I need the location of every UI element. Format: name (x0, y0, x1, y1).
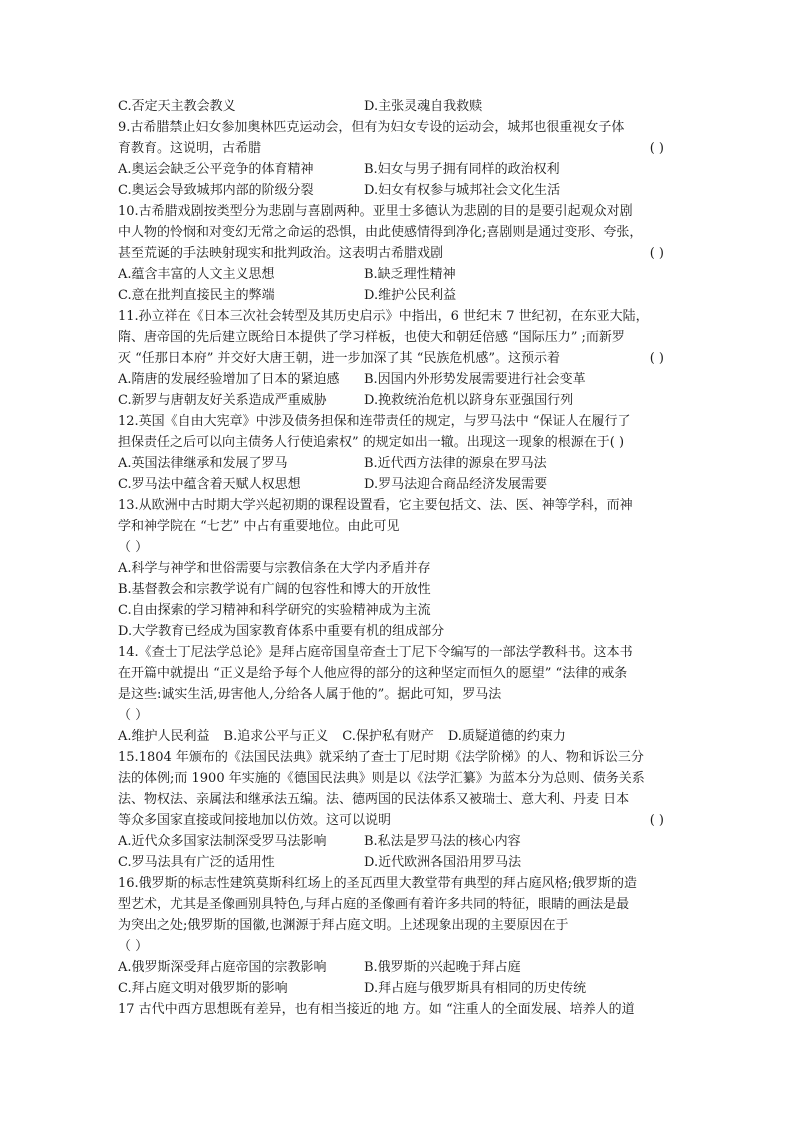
q14-option-c: C.保护私有财产 (342, 729, 434, 744)
q11-option-a: A.隋唐的发展经验增加了日本的紧迫感 (118, 372, 340, 387)
q15-stem-last: 等众多国家直接或间接地加以仿效。这可以说明 (118, 813, 392, 828)
q15-option-c: C.罗马法具有广泛的适用性 (118, 855, 275, 870)
q13-answer-bracket: （ ） (118, 540, 149, 555)
q10-option-c: C.意在批判直接民主的弊端 (118, 288, 275, 303)
q16-option-a: A.俄罗斯深受拜占庭帝国的宗教影响 (118, 960, 327, 975)
q15-option-d: D.近代欧洲各国沿用罗马法 (364, 855, 522, 870)
exam-content (118, 96, 678, 1020)
q11-option-d: D.挽救统治危机以跻身东亚强国行列 (364, 393, 574, 408)
q10-stem-end (118, 243, 678, 264)
q9-option-a: A.奥运会缺乏公平竞争的体育精神 (118, 162, 314, 177)
q10-stem-line: 中人物的怜悯和对变幻无常之命运的恐惧，由此使感情得到净化;喜剧则是通过变形、夸张， (118, 225, 643, 240)
q10-option-a: A.蕴含丰富的人文主义思想 (118, 267, 275, 282)
q9-option-b: B.妇女与男子拥有同样的政治权利 (364, 162, 560, 177)
q11-option-c: C.新罗与唐朝友好关系造成严重威胁 (118, 393, 327, 408)
q9-stem-end (118, 138, 678, 159)
q16-stem-line: 16.俄罗斯的标志性建筑莫斯科红场上的圣瓦西里大教堂带有典型的拜占庭风格;俄罗斯的造 (118, 876, 638, 891)
q15-option-a: A.近代众多国家法制深受罗马法影响 (118, 834, 327, 849)
q9-stem-line: 9.古希腊禁止妇女参加奥林匹克运动会，但有为妇女专设的运动会，城邦也很重视女子体 (118, 120, 625, 135)
q16-option-b: B.俄罗斯的兴起晚于拜占庭 (364, 960, 521, 975)
q14-option-b: B.追求公平与正义 (223, 729, 329, 744)
q11-stem-last: 灭 “任那日本府” 并交好大唐王朝，进一步加深了其 “民族危机感”。这预示着 (118, 351, 560, 366)
q13-option-d: D.大学教育已经成为国家教育体系中重要有机的组成部分 (118, 624, 445, 639)
q12-options-row-2 (118, 474, 678, 495)
q10-option-b: B.缺乏理性精神 (364, 267, 456, 282)
q12-option-d: D.罗马法迎合商品经济发展需要 (364, 477, 548, 492)
q13-stem-line: 13.从欧洲中古时期大学兴起初期的课程设置看，它主要包括文、法、医、神等学科，而神 (118, 498, 633, 513)
q16-answer-bracket: （ ） (118, 939, 149, 954)
q15-options-row-2 (118, 852, 678, 873)
q9-options-row-2 (118, 180, 678, 201)
q8-option-d: D.主张灵魂自我救赎 (364, 99, 483, 114)
q13-option-b: B.基督教会和宗教学说有广阔的包容性和博大的开放性 (118, 582, 431, 597)
q14-options-row (118, 726, 678, 747)
q13-option-a: A.科学与神学和世俗需要与宗教信条在大学内矛盾并存 (118, 561, 431, 576)
q9-options-row-1 (118, 159, 678, 180)
q8-option-c: C.否定天主教会教义 (118, 99, 236, 114)
q12-option-a: A.英国法律继承和发展了罗马 (118, 456, 288, 471)
q16-option-d: D.拜占庭与俄罗斯具有相同的历史传统 (364, 981, 587, 996)
q10-stem-last: 甚至荒诞的手法映射现实和批判政治。这表明古希腊戏剧 (118, 246, 444, 261)
q11-options-row-2 (118, 390, 678, 411)
q15-options-row-1 (118, 831, 678, 852)
q14-stem-line: 14.《查士丁尼法学总论》是拜占庭帝国皇帝查士丁尼下令编写的一部法学教科书。这本书 (118, 645, 633, 660)
q13-stem-line: 学和神学院在 “七艺” 中占有重要地位。由此可见 (118, 519, 400, 534)
q11-stem-line: 11.孙立祥在《日本三次社会转型及其历史启示》中指出，6 世纪末 7 世纪初，在东亚大陆， (118, 309, 649, 324)
q16-stem-line: 型艺术，尤其是圣像画别具特色,与拜占庭的圣像画有着许多共同的特征，眼睛的画法是最 (118, 897, 630, 912)
q14-answer-bracket: （ ） (118, 708, 149, 723)
q9-option-d: D.妇女有权参与城邦社会文化生活 (364, 183, 561, 198)
q9-answer-bracket: ( ) (649, 141, 664, 156)
q11-options-row-1 (118, 369, 678, 390)
q12-stem-line: 担保责任之后可以向主债务人行使追索权” 的规定如出一辙。出现这一现象的根源在于( ) (118, 435, 625, 450)
q12-option-c: C.罗马法中蕴含着天赋人权思想 (118, 477, 301, 492)
q10-options-row-1 (118, 264, 678, 285)
q14-stem-line: 是这些:诚实生活,毋害他人,分给各人属于他的”。据此可知，罗马法 (118, 687, 502, 702)
q8-options-row (118, 96, 678, 117)
q14-option-a: A.维护人民利益 (118, 729, 210, 744)
q10-stem-line: 10.古希腊戏剧按类型分为悲剧与喜剧两种。亚里士多德认为悲剧的目的是要引起观众对剧 (118, 204, 633, 219)
q16-options-row-1 (118, 957, 678, 978)
q16-stem-line: 为突出之处;俄罗斯的国徽,也渊源于拜占庭文明。上述现象出现的主要原因在于 (118, 918, 569, 933)
q12-option-b: B.近代西方法律的源泉在罗马法 (364, 456, 547, 471)
q11-stem-end (118, 348, 678, 369)
q10-options-row-2 (118, 285, 678, 306)
q12-stem-line: 12.英国《自由大宪章》中涉及债务担保和连带责任的规定，与罗马法中 “保证人在履行了 (118, 414, 631, 429)
q15-stem-line: 法、物权法、亲属法和继承法五编。法、德两国的民法体系又被瑞士、意大利、丹麦 日本 (118, 792, 630, 807)
q16-options-row-2 (118, 978, 678, 999)
q13-option-c: C.自由探索的学习精神和科学研究的实验精神成为主流 (118, 603, 431, 618)
q9-option-c: C.奥运会导致城邦内部的阶级分裂 (118, 183, 314, 198)
q11-option-b: B.因国内外形势发展需要进行社会变革 (364, 372, 586, 387)
q15-stem-end (118, 810, 678, 831)
q15-answer-bracket: ( ) (649, 813, 664, 828)
q9-stem-last: 育教育。这说明，古希腊 (118, 141, 262, 156)
q14-stem-line: 在开篇中就提出 “正义是给予每个人他应得的部分的这种坚定而恒久的愿望” “法律的戒条 (118, 666, 628, 681)
q16-option-c: C.拜占庭文明对俄罗斯的影响 (118, 981, 288, 996)
q10-option-d: D.维护公民利益 (364, 288, 457, 303)
q17-stem-line: 17 古代中西方思想既有差异，也有相当接近的地 方。如 “注重人的全面发展、培养人的道 (118, 1002, 635, 1017)
q11-answer-bracket: ( ) (649, 351, 664, 366)
q11-stem-line: 隋、唐帝国的先后建立既给日本提供了学习样板，也使大和朝廷倍感 “国际压力” ;而新罗 (118, 330, 625, 345)
q15-option-b: B.私法是罗马法的核心内容 (364, 834, 521, 849)
q15-stem-line: 法的体例;而 1900 年实施的《德国民法典》则是以《法学汇纂》为蓝本分为总则、债务关系 (118, 771, 645, 786)
q10-answer-bracket: ( ) (649, 246, 664, 261)
q14-option-d: D.质疑道德的约束力 (447, 729, 566, 744)
q15-stem-line: 15.1804 年颁布的《法国民法典》就采纳了查士丁尼时期《法学阶梯》的人、物和诉讼三分 (118, 750, 644, 765)
q12-options-row-1 (118, 453, 678, 474)
